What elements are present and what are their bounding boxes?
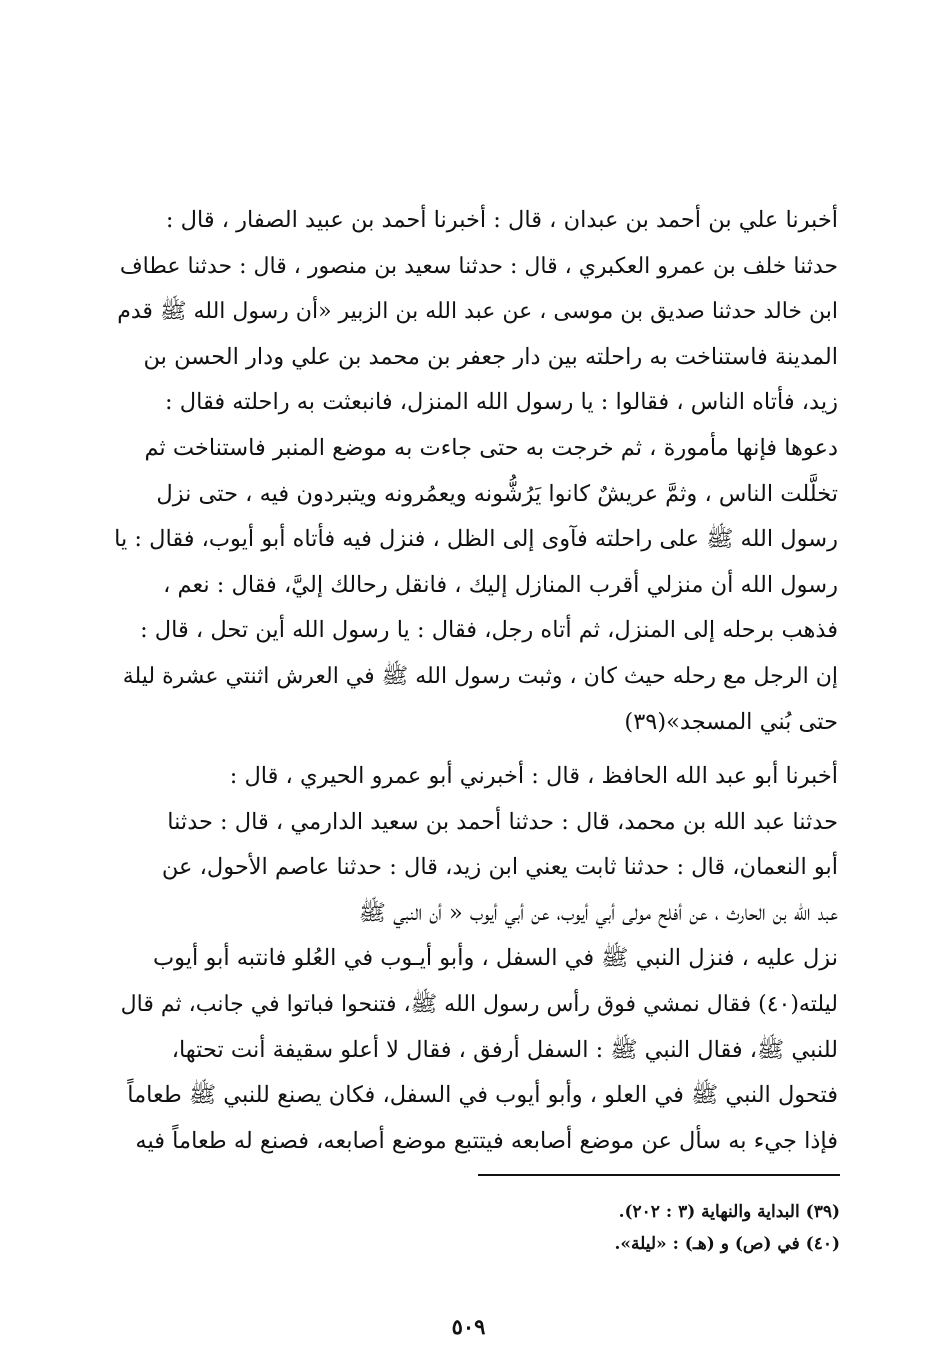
footnotes: [400, 1196, 840, 1260]
paragraph-2: [108, 754, 838, 1164]
text-line: تخلَّلت الناس ، وثمَّ عريشٌ كانوا يَرُشُّونه ويعمُرونه ويتبردون فيه ، حتى نزل: [156, 480, 838, 507]
footnote-39: (٣٩) البداية والنهاية (٣ : ٢٠٢).: [618, 1202, 840, 1222]
text-line: للنبي ﷺ، فقال النبي ﷺ : السفل أرفق ، فقال لا أعلو سقيفة أنت تحتها،: [171, 1036, 838, 1063]
text-line: فذهب برحله إلى المنزل، ثم أتاه رجل، فقال : يا رسول الله أين تحل ، قال :: [140, 617, 838, 644]
text-line: حتى بُني المسجد»(٣٩): [624, 708, 838, 735]
text-line: رسول الله أن منزلي أقرب المنازل إليك ، فانقل رحالك إليَّ، فقال : نعم ،: [163, 571, 838, 598]
text-line: فتحول النبي ﷺ في العلو ، وأبو أيوب في السفل، فكان يصنع للنبي ﷺ طعاماً: [127, 1082, 838, 1109]
text-line: زيد، فأتاه الناس ، فقالوا : يا رسول الله المنزل، فانبعثت به راحلته فقال :: [165, 389, 838, 416]
text-line: فإذا جيء به سأل عن موضع أصابعه فيتتبع موضع أصابعه، فصنع له طعاماً فيه: [135, 1127, 838, 1154]
text-line: عبد الله بن الحارث ، عن أفلح مولى أبي أيوب، عن أبي أيوب « أن النبي ﷺ: [358, 899, 838, 926]
text-line: رسول الله ﷺ على راحلته فآوى إلى الظل ، فنزل فيه فأتاه أبو أيوب، فقال : يا: [114, 526, 838, 553]
text-line: إن الرجل مع رحله حيث كان ، وثبت رسول الله ﷺ في العرش اثنتي عشرة ليلة: [122, 663, 838, 689]
text-line: أخبرنا علي بن أحمد بن عبدان ، قال : أخبرنا أحمد بن عبيد الصفار ، قال :: [165, 207, 838, 233]
text-line: أبو النعمان، قال : حدثنا ثابت يعني ابن زيد، قال : حدثنا عاصم الأحول، عن: [161, 854, 838, 881]
text-line: دعوها فإنها مأمورة ، ثم خرجت به حتى جاءت به موضع المنبر فاستناخت ثم: [144, 434, 838, 461]
text-line: حدثنا عبد الله بن محمد، قال : حدثنا أحمد بن سعيد الدارمي ، قال : حدثنا: [167, 808, 838, 835]
text-line: أخبرنا أبو عبد الله الحافظ ، قال : أخبرني أبو عمرو الحيري ، قال :: [229, 763, 838, 789]
footnote-divider: [478, 1174, 840, 1176]
page-number: ٥٠٩: [451, 1314, 486, 1339]
text-line: ليلته(٤٠) فقال نمشي فوق رأس رسول الله ﷺ، فتنحوا فباتوا في جانب، ثم قال: [120, 991, 838, 1017]
paragraph-1: [108, 198, 838, 745]
text-line: نزل عليه ، فنزل النبي ﷺ في السفل ، وأبو أيـوب في العُلو فانتبه أبو أيوب: [152, 945, 838, 972]
text-line: المدينة فاستناخت به راحلته بين دار جعفر بن محمد بن علي ودار الحسن بن: [143, 343, 838, 370]
footnote-40: (٤٠) في (ص) و (هـ) : «ليلة».: [614, 1234, 840, 1254]
text-line: ابن خالد حدثنا صديق بن موسى ، عن عبد الله بن الزبير «أن رسول الله ﷺ قدم: [117, 299, 838, 325]
text-line: حدثنا خلف بن عمرو العكبري ، قال : حدثنا سعيد بن منصور ، قال : حدثنا عطاف: [119, 253, 838, 279]
